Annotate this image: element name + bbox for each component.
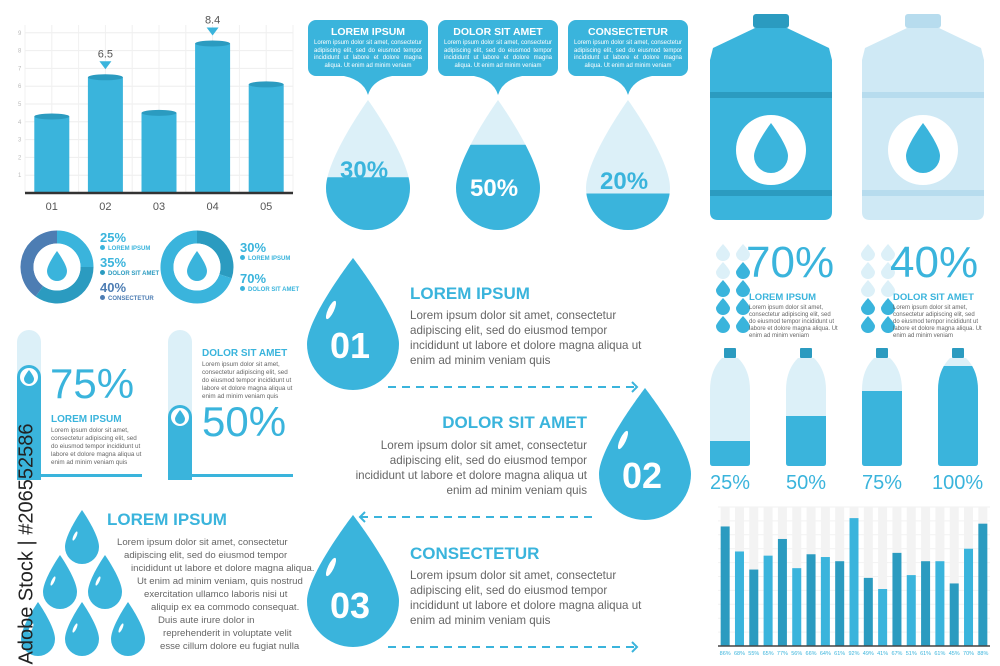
thermometer-1-percent: 75%	[50, 360, 135, 407]
x-tick-label: 55%	[748, 651, 760, 657]
step-3-text: Lorem ipsum dolor sit amet, consectetur adipiscing elit, sed do eiusmod tempor incididunt ut labore et dolore magna aliqua ut enim ad minim veniam quis	[410, 569, 642, 627]
data-label: 6.5	[97, 48, 114, 61]
callout-text: Lorem ipsum dolor sit amet, consectetur adipiscing elit, sed do eiusmod tempor incididunt ut labore et dolore magna aliqua. Ut enim ad minim veniam	[574, 40, 682, 69]
drop-1-percent: 30%	[340, 157, 389, 184]
x-tick-label: 70%	[963, 651, 975, 657]
x-tick-label: 45%	[948, 651, 960, 657]
callout-title: LOREM IPSUM	[330, 26, 406, 38]
jug-band	[862, 92, 984, 98]
drop-3-percent: 20%	[600, 168, 649, 195]
jug-cap	[905, 14, 941, 28]
text-line: Lorem ipsum dolor sit amet, consectetur	[117, 537, 288, 548]
drop-stat-1-percent: 70%	[746, 238, 835, 287]
text-line: exercitation ullamco laboris nisi ut	[144, 589, 288, 600]
legend-value: 35%	[100, 255, 127, 270]
step-2-title: DOLOR SIT AMET	[442, 413, 587, 432]
drop-empty	[861, 262, 875, 279]
bar	[878, 589, 887, 646]
bottle-cap	[800, 348, 812, 358]
thermometer-1-title: LOREM IPSUM	[51, 414, 122, 425]
callout-title: CONSECTETUR	[588, 26, 668, 38]
y-tick-label: 8	[18, 48, 22, 55]
drop-stat-2-title: DOLOR SIT AMET	[893, 292, 974, 303]
x-tick-label: 92%	[848, 651, 860, 657]
bottle-2-label: 50%	[786, 472, 827, 494]
drop-empty	[861, 280, 875, 297]
callout-text: Lorem ipsum dolor sit amet, consectetur adipiscing elit, sed do eiusmod tempor incididunt ut labore et dolore magna aliqua. Ut enim ad minim veniam	[444, 40, 552, 69]
legend-label: LOREM IPSUM	[100, 245, 159, 252]
x-tick-label: 61%	[834, 651, 846, 657]
text-line: aliquip ex ea commodo consequat.	[151, 602, 300, 613]
x-tick-label: 66%	[805, 651, 817, 657]
drop-empty	[716, 262, 730, 279]
x-tick-label: 56%	[791, 651, 803, 657]
jug-band	[710, 190, 832, 196]
y-tick-label: 6	[18, 84, 22, 91]
x-tick-label: 51%	[905, 651, 917, 657]
drop-empty	[861, 244, 875, 261]
jug-cap	[753, 14, 789, 28]
text-line: adipiscing elit, sed do eiusmod tempor	[124, 550, 288, 561]
step-2-number: 02	[622, 455, 663, 496]
drop-stat-1-text: Lorem ipsum dolor sit amet, consectetur adipiscing elit, sed do eiusmod tempor incididunt ut labore et dolore magna aliqua. Ut enim ad minim veniam	[749, 305, 838, 339]
y-tick-label: 7	[18, 66, 22, 73]
drop-filled	[716, 298, 730, 315]
x-tick-label: 67%	[891, 651, 903, 657]
drop-stat-1-title: LOREM IPSUM	[749, 292, 817, 303]
bottle-cap	[876, 348, 888, 358]
bottom-left-title: LOREM IPSUM	[107, 510, 227, 529]
x-tick-label: 01	[45, 201, 58, 213]
text-line: Duis aute irure dolor in	[158, 615, 255, 626]
legend-label: DOLOR SIT AMET	[240, 286, 299, 293]
drop-stat-2-text: Lorem ipsum dolor sit amet, consectetur adipiscing elit, sed do eiusmod tempor incididunt ut labore et dolore magna aliqua. Ut enim ad minim veniam	[893, 305, 982, 339]
x-tick-label: 41%	[877, 651, 889, 657]
step-drop-1	[307, 258, 399, 390]
bar	[978, 524, 987, 646]
jug-band	[710, 92, 832, 98]
drop-2-percent: 50%	[470, 175, 519, 202]
bottle-cap	[952, 348, 964, 358]
drop-filled	[716, 316, 730, 333]
text-line: esse cillum dolore eu fugiat nulla	[160, 641, 300, 652]
bottle-cap	[724, 348, 736, 358]
drop-filled	[861, 316, 875, 333]
bar	[921, 561, 930, 646]
x-tick-label: 65%	[762, 651, 774, 657]
jug-band	[862, 190, 984, 196]
bottle-4-label: 100%	[932, 472, 984, 494]
thermometer-1-text: Lorem ipsum dolor sit amet, consectetur adipiscing elit, sed do eiusmod tempor incididunt ut labore et dolore magna aliqua ut enim ad minim veniam quis	[51, 427, 142, 466]
y-tick-label: 4	[18, 119, 22, 126]
bar	[964, 549, 973, 646]
legend-value: 30%	[240, 240, 267, 255]
drop-filled	[736, 298, 750, 315]
bar	[764, 556, 773, 646]
y-tick-label: 3	[18, 137, 22, 144]
bar	[892, 553, 901, 646]
legend-label: CONSECTETUR	[100, 295, 159, 302]
drop-empty	[716, 244, 730, 261]
bar	[778, 539, 787, 646]
step-2-text: Lorem ipsum dolor sit amet, consectetur adipiscing elit, sed do eiusmod tempor incididunt ut labore et dolore magna aliqua ut enim ad minim veniam quis	[355, 439, 587, 497]
x-tick-label: 68%	[733, 651, 745, 657]
bottle-3-label: 75%	[862, 472, 903, 494]
y-tick-label: 9	[18, 30, 22, 37]
data-label: 8.4	[204, 14, 221, 27]
x-tick-label: 64%	[819, 651, 831, 657]
legend-value: 70%	[240, 271, 267, 286]
bar	[735, 551, 744, 646]
x-tick-label: 49%	[862, 651, 874, 657]
y-tick-label: 5	[18, 102, 22, 108]
x-tick-label: 03	[152, 201, 166, 213]
bar	[935, 561, 944, 646]
bar	[749, 570, 758, 646]
x-tick-label: 86%	[719, 651, 731, 657]
thermometer-2-percent: 50%	[202, 398, 287, 445]
callout-title: DOLOR SIT AMET	[453, 26, 543, 38]
bar	[721, 526, 730, 646]
drop-filled	[736, 316, 750, 333]
x-tick-label: 88%	[977, 651, 989, 657]
bottle-1-label: 25%	[710, 472, 751, 494]
x-tick-label: 02	[99, 201, 112, 213]
bar	[850, 518, 859, 646]
bar	[864, 578, 873, 646]
drop-stat-2-percent: 40%	[890, 238, 979, 287]
x-tick-label: 04	[206, 201, 219, 213]
drop-filled	[716, 280, 730, 297]
step-drop-3	[307, 515, 399, 647]
text-line: reprehenderit in voluptate velit	[163, 628, 292, 639]
step-1-number: 01	[330, 325, 371, 366]
bar	[807, 554, 816, 646]
thermometer-2-title: DOLOR SIT AMET	[202, 348, 288, 359]
drop-filled	[861, 298, 875, 315]
legend-label: DOLOR SIT AMET	[100, 270, 159, 277]
bar	[907, 575, 916, 646]
legend-value: 40%	[100, 280, 127, 295]
bar	[950, 583, 959, 646]
step-1-title: LOREM IPSUM	[410, 284, 530, 303]
legend-label: LOREM IPSUM	[240, 255, 299, 262]
y-tick-label: 1	[18, 173, 22, 180]
bar	[821, 557, 830, 646]
step-3-title: CONSECTETUR	[410, 544, 540, 563]
step-1-text: Lorem ipsum dolor sit amet, consectetur adipiscing elit, sed do eiusmod tempor incididunt ut labore et dolore magna aliqua ut enim ad minim veniam quis	[410, 309, 642, 367]
y-tick-label: 2	[18, 155, 22, 162]
text-line: incididunt ut labore et dolore magna aliqua.	[131, 563, 315, 574]
step-3-number: 03	[330, 585, 371, 626]
thermometer-2-text: Lorem ipsum dolor sit amet, consectetur adipiscing elit, sed do eiusmod tempor incididunt ut labore et dolore magna aliqua ut enim ad minim veniam quis	[202, 361, 293, 400]
bar	[792, 568, 801, 646]
x-tick-label: 05	[260, 201, 273, 213]
watermark: Adobe Stock | #206552586	[15, 423, 38, 665]
legend-value: 25%	[100, 230, 127, 245]
step-drop-2	[599, 388, 691, 520]
text-line: Ut enim ad minim veniam, quis nostrud	[137, 576, 303, 587]
x-tick-label: 61%	[934, 651, 946, 657]
x-tick-label: 61%	[920, 651, 932, 657]
bottle-water	[938, 358, 978, 466]
callout-text: Lorem ipsum dolor sit amet, consectetur adipiscing elit, sed do eiusmod tempor incididunt ut labore et dolore magna aliqua. Ut enim ad minim veniam	[314, 40, 422, 69]
bar	[835, 561, 844, 646]
x-tick-label: 77%	[776, 651, 788, 657]
